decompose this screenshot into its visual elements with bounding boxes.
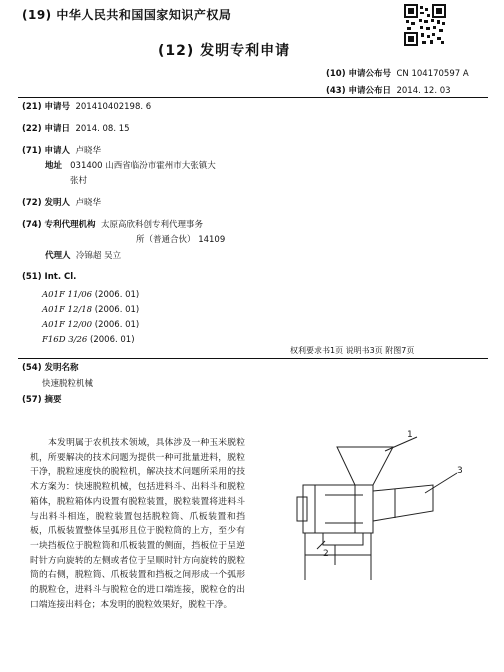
ipc-year: (2006. 01) — [90, 335, 135, 345]
address-line2: 张村 — [70, 176, 88, 186]
intcl-label — [22, 271, 76, 284]
agency-line2: 所（普通合伙） 14109 — [136, 235, 226, 245]
abstract-text: 本发明属于农机技术领域，具体涉及一种玉米脱粒机，所要解决的技术问题为提供一种可批量进料，脱粒干净，脱粒速度快的脱粒机，解决技术问题所采用的技术方案为：快速脱粒机械，包括进料斗、出料斗和脱粒箱体，脱粒箱体内设置有脱粒装置，脱粒装置将进料斗与出料斗相连，脱粒装置包括脱粒筒、爪板装置和挡板，爪板装置整体呈弧形且位于脱粒筒的上方，至少有一块挡板位于脱粒筒和爪板装置的侧面，挡板位于呈逆时针方向旋转的左侧或者位于呈顺时针方向旋转的脱粒筒的右侧，脱粒筒、爪板装置和挡板之间形成一个弧形的脱粒仓，进料斗与脱粒仓的进口端连接，脱粒仓的出口端连接出料仓；本发明的脱粒效果好，脱粒干净。 — [30, 438, 245, 610]
application-number-label: (21) 申请号 — [22, 102, 71, 112]
agency-row — [22, 219, 203, 232]
drawing-label: 2 — [323, 549, 329, 559]
drawing-label: 1 — [407, 430, 413, 440]
application-number-row — [22, 101, 151, 114]
abstract-text-block — [30, 436, 245, 612]
publication-number-value: CN 104170597 A — [396, 69, 469, 79]
patent-drawing — [245, 425, 495, 585]
agency-label: (74) 专利代理机构 — [22, 220, 96, 230]
applicant-value: 卢晓华 — [75, 146, 101, 156]
document-type: (12) 发明专利申请 — [158, 43, 291, 59]
outlet-chute — [373, 485, 433, 521]
publication-date-label: (43) 申请公布日 — [326, 86, 392, 96]
filing-date-row — [22, 123, 130, 136]
address-label: 地址 — [45, 161, 63, 171]
ipc-entry — [42, 335, 135, 345]
inventor-value: 卢晓华 — [75, 198, 101, 208]
address-row — [45, 160, 216, 173]
agency-line1: 太原高欣科创专利代理事务 — [100, 220, 203, 230]
ipc-code: A01F 11/06 — [42, 290, 93, 300]
agent-row — [45, 250, 121, 263]
inventor-label: (72) 发明人 — [22, 198, 71, 208]
threshing-housing — [303, 485, 373, 533]
intcl-label-text: (51) Int. Cl. — [22, 272, 77, 282]
ipc-year: (2006. 01) — [94, 320, 140, 330]
agent-label: 代理人 — [45, 251, 71, 261]
page-count-info: 权利要求书1页 说明书3页 附图7页 — [290, 346, 415, 355]
publication-number-row — [326, 67, 469, 79]
ipc-entry — [42, 305, 139, 315]
inventor-row — [22, 197, 101, 210]
address-line1: 031400 山西省临汾市霍州市大张镇大 — [70, 161, 216, 171]
bib-rule — [18, 358, 488, 359]
invention-title: 快速脱粒机械 — [42, 379, 94, 389]
qr-code — [404, 4, 446, 46]
filing-date-label: (22) 申请日 — [22, 124, 71, 134]
office-title: (19) 中华人民共和国国家知识产权局 — [22, 8, 232, 22]
publication-date-value: 2014. 12. 03 — [396, 86, 451, 96]
applicant-label: (71) 申请人 — [22, 146, 71, 156]
publication-date-row — [326, 84, 451, 96]
ipc-entry — [42, 290, 139, 300]
ipc-code: F16D 3/26 — [42, 335, 88, 345]
header-rule — [18, 97, 488, 98]
drawing-label: 3 — [457, 466, 463, 476]
ipc-code: A01F 12/00 — [42, 320, 93, 330]
hopper — [337, 447, 393, 485]
application-number-value: 201410402198. 6 — [75, 102, 152, 112]
applicant-row — [22, 145, 101, 158]
invention-title-label — [22, 362, 79, 375]
ipc-entry — [42, 320, 139, 330]
abstract-label-text: (57) 摘要 — [22, 395, 62, 405]
ipc-year: (2006. 01) — [94, 290, 140, 300]
filing-date-value: 2014. 08. 15 — [75, 124, 130, 134]
ipc-year: (2006. 01) — [94, 305, 140, 315]
ipc-code: A01F 12/18 — [42, 305, 93, 315]
publication-number-label: (10) 申请公布号 — [326, 69, 392, 79]
invention-title-label-text: (54) 发明名称 — [22, 363, 79, 373]
agent-value: 冷锦超 吴立 — [75, 251, 122, 261]
abstract-label — [22, 394, 62, 407]
